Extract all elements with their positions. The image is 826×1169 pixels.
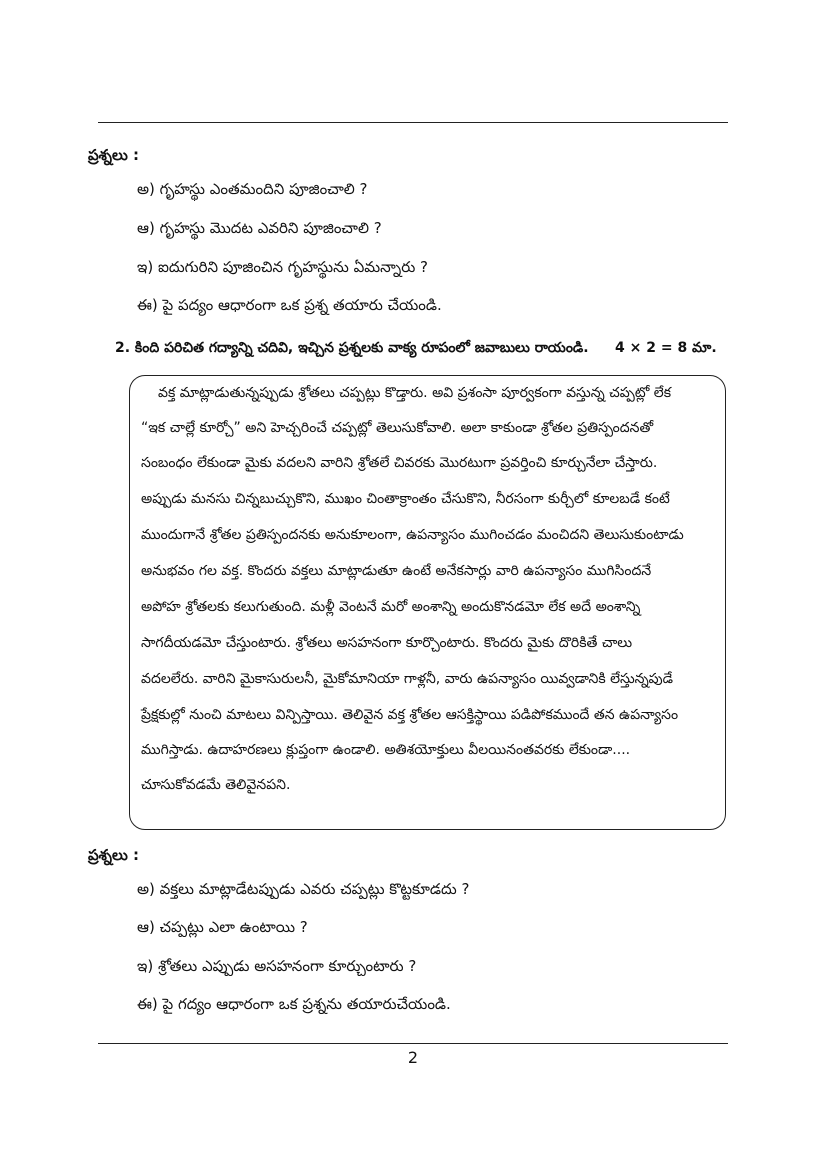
question-2a: అ) వక్తలు మాట్లాడేటప్పుడు ఎవరు చప్పట్లు కొట్టకూడదు ? (137, 880, 470, 898)
question-2-instruction (115, 340, 589, 359)
passage-line: వక్త మాట్లాడుతున్నప్పుడు శ్రోతలు చప్పట్లు కొడ్తారు. అవి ప్రశంసా పూర్వకంగా వస్తున్న చప్పట్లో లేక (158, 385, 672, 401)
questions-heading-2: ప్రశ్నలు : (88, 846, 140, 864)
passage-line: సంబంధం లేకుండా మైకు వదలని వారిని శ్రోతలే చివరకు మొరటుగా ప్రవర్తించి కూర్చునేలా చేస్తారు. (141, 455, 658, 471)
passage-line: “ఇక చాల్లే కూర్చో” అని హెచ్చరించే చప్పట్లో తెలుసుకోవాలి. అలా కాకుండా శ్రోతల ప్రతిస్పందనతో (141, 420, 654, 436)
questions-heading-1: ప్రశ్నలు : (88, 146, 140, 164)
footer-rule (98, 1043, 728, 1044)
passage-line: సాగదీయడమో చేస్తుంటారు. శ్రోతలు అసహనంగా కూర్చొంటారు. కొందరు మైకు దొరికితే చాలు (141, 635, 633, 651)
passage-line: అనుభవం గల వక్త. కొందరు వక్తలు మాట్లాడుతూ ఉంటే అనేకసార్లు వారి ఉపన్యాసం ముగిసిందనే (141, 563, 652, 579)
header-rule (98, 122, 728, 123)
passage-line: చూసుకోవడమే తెలివైనపని. (141, 777, 291, 793)
question-2b: ఆ) చప్పట్లు ఎలా ఉంటాయి ? (137, 918, 308, 936)
passage-line: ముగిస్తాడు. ఉదాహరణలు క్లుప్తంగా ఉండాలి. అతిశయోక్తులు వీలయినంతవరకు లేకుండా.... (141, 742, 631, 758)
passage-line: వదలలేరు. వారిని మైకాసురులనీ, మైకోమానియా గాళ్లనీ, వారు ఉపన్యాసం యివ్వడానికి లేస్తున్నపుడే (141, 671, 673, 687)
question-2d: ఈ) పై గద్యం ఆధారంగా ఒక ప్రశ్నను తయారుచేయండి. (137, 995, 451, 1013)
question-2-marks: 4 × 2 = 8 మా. (615, 340, 717, 356)
passage-line: అప్పుడు మనసు చిన్నబుచ్చుకొని, ముఖం చింతాక్రాంతం చేసుకొని, నీరసంగా కుర్చీలో కూలబడే కంటే (141, 491, 670, 507)
page-number: 2 (407, 1048, 419, 1067)
question-1a: అ) గృహస్థు ఎంతమందిని పూజించాలి ? (137, 180, 368, 198)
passage-line: ముందుగానే శ్రోతల ప్రతిస్పందనకు అనుకూలంగా, ఉపన్యాసం ముగించడం మంచిదని తెలుసుకుంటాడు (141, 527, 684, 543)
question-2c: ఇ) శ్రోతలు ఎప్పుడు అసహనంగా కూర్చుంటారు ? (137, 957, 417, 975)
question-1b: ఆ) గృహస్థు మొదట ఎవరిని పూజించాలి ? (137, 219, 382, 237)
question-2-text: 2. కింది పరిచిత గద్యాన్ని చదివి, ఇచ్చిన ప్రశ్నలకు వాక్య రూపంలో జవాబులు రాయండి. (115, 340, 589, 356)
question-1d: ఈ) పై పద్యం ఆధారంగా ఒక ప్రశ్న తయారు చేయండి. (137, 296, 442, 314)
passage-line: ప్రేక్షకుల్లో నుంచి మాటలు విన్పిస్తాయి. తెలివైన వక్త శ్రోతల ఆసక్తిస్థాయి పడిపోకముందే తన ఉపన్యాసం (141, 707, 679, 723)
question-1c: ఇ) ఐదుగురిని పూజించిన గృహస్థును ఏమన్నారు ? (137, 258, 429, 276)
passage-line: అపోహ శ్రోతలకు కలుగుతుంది. మళ్లీ వెంటనే మరో అంశాన్ని అందుకొనడమో లేక అదే అంశాన్ని (141, 599, 641, 615)
